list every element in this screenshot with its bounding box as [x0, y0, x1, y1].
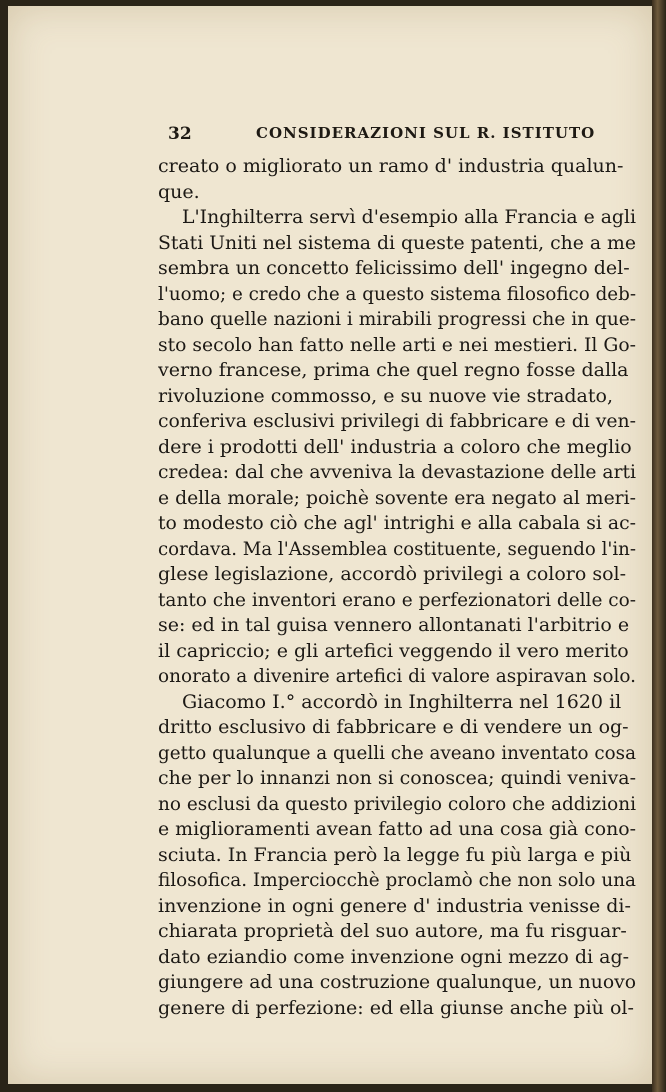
text-line [158, 562, 638, 588]
text-line-content: chiarata proprietà del suo autore, ma fu risguar- [158, 920, 627, 942]
text-line-content: cordava. Ma l'Assemblea costituente, seguendo l'in- [158, 537, 636, 560]
text-line-content: getto qualunque a quelli che aveano inventato cosa [158, 741, 636, 764]
text-line [158, 766, 638, 792]
text-line-content: que. [158, 180, 200, 203]
text-line-content: Stati Uniti nel sistema di queste patenti, che a me [158, 231, 636, 254]
text-line-content: invenzione in ogni genere d' industria venisse di- [158, 894, 631, 917]
text-line [158, 970, 638, 996]
text-line [158, 996, 638, 1022]
text-line [158, 256, 638, 282]
text-line-content: filosofica. Imperciocchè proclamò che non solo una [158, 869, 636, 891]
text-line [158, 894, 638, 920]
text-line [158, 792, 638, 818]
text-line-content: bano quelle nazioni i mirabili progressi che in que- [158, 308, 636, 330]
text-line [158, 435, 638, 461]
text-line [158, 945, 638, 971]
text-line [158, 180, 638, 206]
text-line-content: Giacomo I.° accordò in Inghilterra nel 1620 il [182, 690, 622, 713]
running-title: CONSIDERAZIONI SUL R. ISTITUTO [256, 124, 596, 142]
text-line-content: credea: dal che avveniva la devastazione delle arti [158, 461, 636, 483]
text-line-content: dere i prodotti dell' industria a coloro che meglio [158, 435, 632, 458]
text-line [158, 690, 638, 716]
text-line-content: l'uomo; e credo che a questo sistema filosofico deb- [158, 282, 636, 305]
text-line-content: onorato a divenire artefici di valore aspiravan solo. [158, 665, 636, 687]
text-line-content: che per lo innanzi non si conoscea; quindi veniva- [158, 767, 636, 789]
text-line-content: e miglioramenti avean fatto ad una cosa già cono- [158, 818, 636, 840]
text-line-content: se: ed in tal guisa vennero allontanati l'arbitrio e [158, 614, 630, 636]
text-line-content: creato o migliorato un ramo d' industria qualun- [158, 155, 624, 177]
text-line [158, 231, 638, 257]
text-line [158, 409, 638, 435]
text-line-content: sto secolo han fatto nelle arti e nei mestieri. Il Go- [158, 333, 636, 356]
text-line [158, 205, 638, 231]
text-line [158, 919, 638, 945]
text-line-content: sciuta. In Francia però la legge fu più larga e più [158, 843, 632, 866]
text-line-content: conferiva esclusivi privilegi di fabbricare e di ven- [158, 410, 636, 432]
text-line-content: glese legislazione, accordò privilegi a coloro sol- [158, 563, 627, 585]
text-line-content: dato eziandio come invenzione ogni mezzo di ag- [158, 945, 630, 968]
text-line [158, 486, 638, 512]
text-line [158, 664, 638, 690]
text-line [158, 154, 638, 180]
text-line [158, 384, 638, 410]
text-line-content: L'Inghilterra servì d'esempio alla Francia e agli [182, 206, 636, 228]
text-line-content: verno francese, prima che quel regno fosse dalla [158, 359, 629, 381]
text-line-content: il capriccio; e gli artefici veggendo il vero merito [158, 639, 629, 662]
book-page [8, 6, 652, 1084]
book-fore-edge [652, 0, 666, 1092]
text-line [158, 868, 638, 894]
text-line [158, 639, 638, 665]
text-line-content: sembra un concetto felicissimo dell' ingegno del- [158, 257, 630, 279]
text-line-content: rivoluzione commosso, e su nuove vie stradato, [158, 384, 613, 407]
text-line-content: giungere ad una costruzione qualunque, un nuovo [158, 971, 636, 993]
text-line [158, 511, 638, 537]
text-line [158, 588, 638, 614]
body-text [158, 154, 638, 1021]
text-line [158, 333, 638, 359]
text-line-content: e della morale; poichè sovente era negato al meri- [158, 486, 636, 509]
text-line-content: dritto esclusivo di fabbricare e di vendere un og- [158, 716, 629, 738]
text-line [158, 817, 638, 843]
text-line [158, 358, 638, 384]
text-line [158, 307, 638, 333]
text-line-content: genere di perfezione: ed ella giunse anche più ol- [158, 996, 634, 1019]
text-line-content: tanto che inventori erano e perfezionatori delle co- [158, 588, 636, 611]
text-line-content: no esclusi da questo privilegio coloro che addizioni [158, 792, 636, 815]
text-line-content: to modesto ciò che agl' intrighi e alla cabala si ac- [158, 512, 636, 534]
text-line [158, 537, 638, 563]
page-header [168, 124, 596, 146]
text-line [158, 741, 638, 767]
page-number: 32 [168, 124, 192, 144]
text-line [158, 282, 638, 308]
text-line [158, 843, 638, 869]
text-line [158, 613, 638, 639]
text-line [158, 715, 638, 741]
text-line [158, 460, 638, 486]
